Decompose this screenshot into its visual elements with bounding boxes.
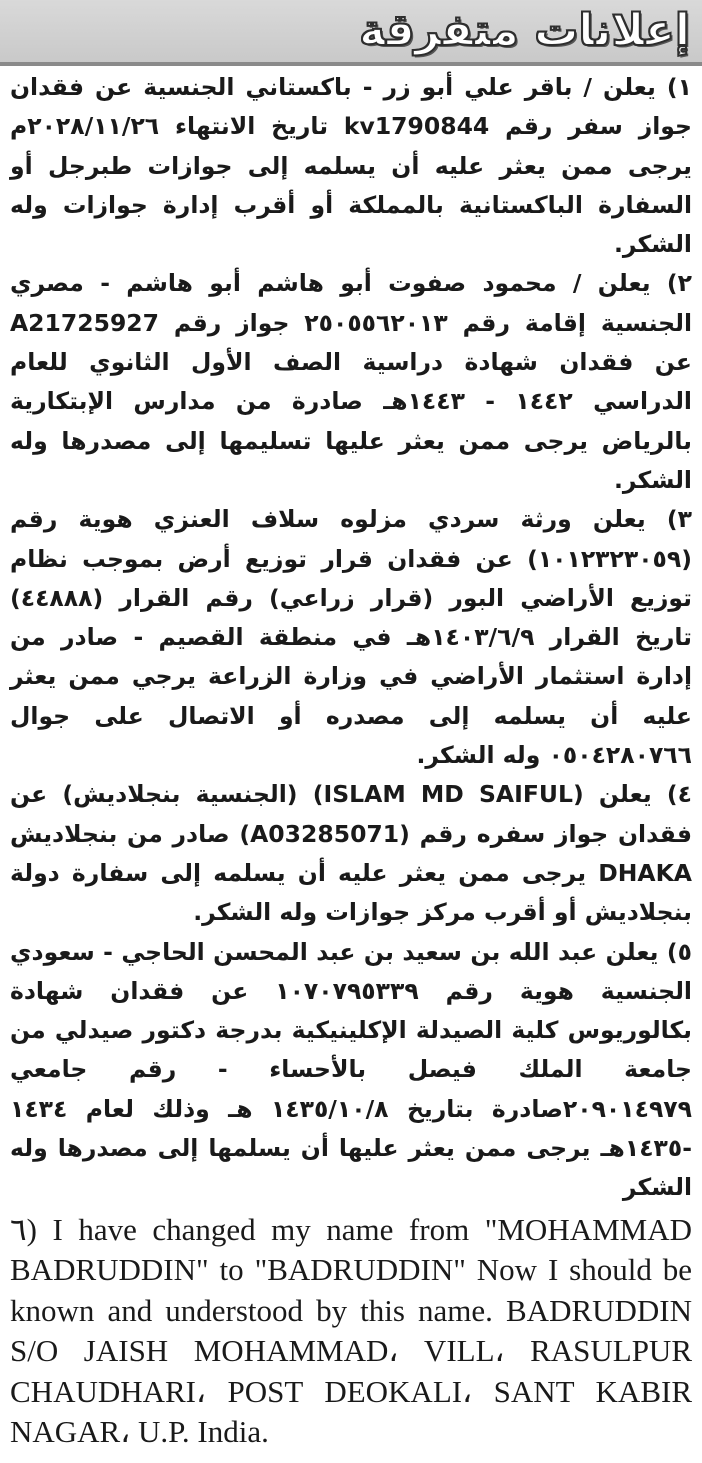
- section-header: [0, 0, 702, 66]
- classified-ad-4: ٤) يعلن (ISLAM MD SAIFUL) (الجنسية بنجلاديش) عن فقدان جواز سفره رقم (A03285071) صادر من بنجلاديش DHAKA يرجى ممن يعثر عليه أن يسلمه إلى سفارة دولة بنجلاديش أو أقرب مركز جوازات وله الشكر.: [10, 780, 692, 927]
- classifieds-list: [10, 68, 692, 1453]
- classified-ad-5: ٥) يعلن عبد الله بن سعيد بن عبد المحسن الحاجي - سعودي الجنسية هوية رقم ١٠٧٠٧٩٥٣٣٩ عن فقدان شهادة بكالوريوس كلية الصيدلة الإكلينيكية بدرجة دكتور صيدلي من جامعة الملك فيصل بالأحساء - رقم جامعي ٢٠٩٠١٤٩٧٩صادرة بتاريخ ١٤٣٥/١٠/٨ هـ وذلك لعام ١٤٣٤ -١٤٣٥هـ يرجى ممن يعثر عليها أن يسلمها إلى مصدرها وله الشكر: [10, 937, 692, 1202]
- section-title: إعلانات متفرقة: [359, 5, 690, 56]
- classified-ad-3: ٣) يعلن ورثة سردي مزلوه سلاف العنزي هوية رقم (١٠١٢٣٢٣٠٥٩) عن فقدان قرار توزيع أرض بموجب نظام توزيع الأراضي البور (قرار زراعي) رقم القرار (٤٤٨٨٨) تاريخ القرار ١٤٠٣/٦/٩هـ في منطقة القصيم - صادر من إدارة استثمار الأراضي في وزارة الزراعة يرجي ممن يعثر عليه أن يسلمه إلى مصدره أو الاتصال على جوال ٠٥٠٤٢٨٠٧٦٦ وله الشكر.: [10, 505, 693, 770]
- classified-ad-6-english: ٦) I have changed my name from "MOHAMMAD BADRUDDIN" to "BADRUDDIN" Now I should be known and understood by this name. BADRUDDIN S/O JAISH MOHAMMAD، VILL، RASULPUR CHAUDHARI، POST DEOKALI، SANT KABIR NAGAR، U.P. India.: [10, 1211, 692, 1450]
- classified-ad-2: ٢) يعلن / محمود صفوت أبو هاشم أبو هاشم - مصري الجنسية إقامة رقم ٢٥٠٥٥٦٢٠١٣ جواز رقم A21725927 عن فقدان شهادة دراسية الصف الأول الثانوي للعام الدراسي ١٤٤٢ - ١٤٤٣هـ صادرة من مدارس الإبتكارية بالرياض يرجى ممن يعثر عليها تسليمها إلى مصدرها وله الشكر.: [10, 269, 692, 494]
- classified-ad-1: ١) يعلن / باقر علي أبو زر - باكستاني الجنسية عن فقدان جواز سفر رقم kv1790844 تاريخ الانتهاء ٢٠٢٨/١١/٢٦م يرجى ممن يعثر عليه أن يسلمه إلى جوازات طبرجل أو السفارة الباكستانية بالمملكة أو أقرب إدارة جوازات وله الشكر.: [10, 73, 692, 259]
